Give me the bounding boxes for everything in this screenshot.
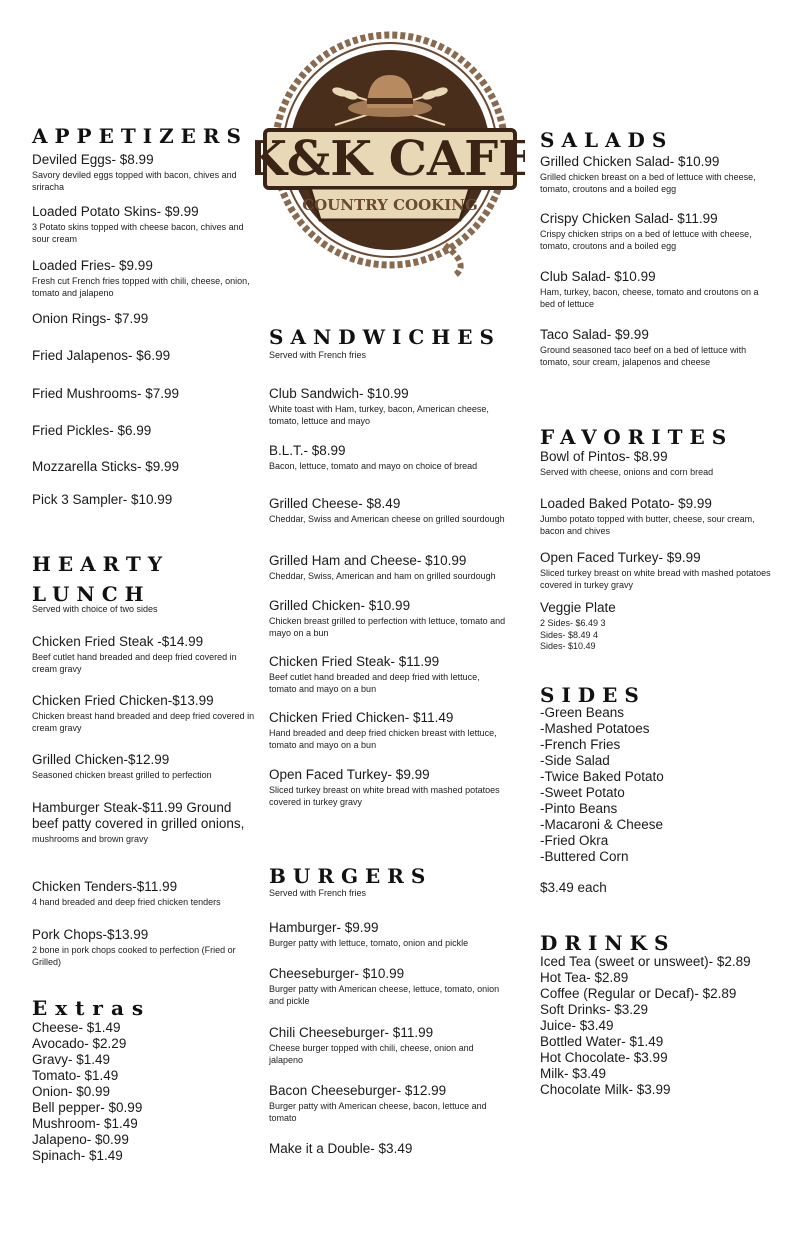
drink-item: Juice- $3.49 [540, 1018, 614, 1033]
item-name: Club Sandwich- $10.99 [269, 386, 409, 401]
menu-item [540, 154, 775, 195]
burgers-title: BURGERS [269, 864, 433, 888]
side-item: -French Fries [540, 737, 621, 752]
favorites-title: FAVORITES [540, 425, 734, 449]
item-name: Bowl of Pintos- $8.99 [540, 449, 668, 464]
hearty-lunch-title-line1: HEARTY [32, 552, 170, 576]
item-name: Grilled Chicken-$12.99 [32, 752, 170, 767]
drinks-title: DRINKS [540, 931, 676, 955]
item-name: Make it a Double- $3.49 [269, 1141, 413, 1156]
drink-item: Hot Chocolate- $3.99 [540, 1050, 668, 1065]
sandwiches-title: SANDWICHES [269, 325, 501, 349]
item-name: Pork Chops-$13.99 [32, 927, 149, 942]
item-desc: Burger patty with American cheese, lettuce, tomato, onion and pickle [269, 984, 500, 1006]
menu-item [32, 258, 257, 299]
item-desc: 2 Sides- $6.49 3 Sides- $8.49 4 Sides- $10.49 [540, 618, 606, 651]
menu-item [540, 327, 775, 368]
item-name: Chicken Fried Steak- $11.99 [269, 654, 440, 669]
menu-item [32, 152, 257, 193]
menu-item [32, 927, 257, 968]
menu-item [32, 423, 257, 439]
menu-item [269, 1141, 509, 1157]
item-name: Loaded Potato Skins- $9.99 [32, 204, 199, 219]
side-item: -Sweet Potato [540, 785, 625, 800]
item-desc: Cheese burger topped with chili, cheese, onion and jalapeno [269, 1043, 474, 1065]
item-name: Hamburger Steak-$11.99 Ground beef patty covered in grilled onions, [32, 800, 245, 831]
menu-item [540, 550, 775, 591]
drink-item: Chocolate Milk- $3.99 [540, 1082, 671, 1097]
item-name: Deviled Eggs- $8.99 [32, 152, 154, 167]
logo-graphic [255, 30, 525, 280]
item-desc: White toast with Ham, turkey, bacon, American cheese, tomato, lettuce and mayo [269, 404, 489, 426]
item-desc: Savory deviled eggs topped with bacon, chives and sriracha [32, 170, 237, 192]
item-name: Crispy Chicken Salad- $11.99 [540, 211, 718, 226]
item-desc: Beef cutlet hand breaded and deep fried covered in cream gravy [32, 652, 237, 674]
item-desc: Seasoned chicken breast grilled to perfection [32, 770, 212, 780]
menu-item [540, 600, 620, 653]
side-item: -Macaroni & Cheese [540, 817, 664, 832]
item-desc: Sliced turkey breast on white bread with mashed potatoes covered in turkey gravy [540, 568, 771, 590]
item-desc: 4 hand breaded and deep fried chicken tenders [32, 897, 221, 907]
sides-list [540, 705, 664, 865]
item-name: Bacon Cheeseburger- $12.99 [269, 1083, 447, 1098]
menu-item [269, 443, 509, 473]
item-desc: Chicken breast hand breaded and deep fried covered in cream gravy [32, 711, 255, 733]
menu-item [269, 553, 509, 583]
item-name: Club Salad- $10.99 [540, 269, 656, 284]
drink-item: Milk- $3.49 [540, 1066, 607, 1081]
item-name: Chicken Tenders-$11.99 [32, 879, 178, 894]
menu-item [32, 348, 257, 364]
extras-title: Extras [32, 996, 152, 1020]
item-desc: Served with cheese, onions and corn bread [540, 467, 714, 477]
hearty-lunch-note: Served with choice of two sides [32, 604, 158, 614]
extras-list [32, 1020, 142, 1164]
item-name: Loaded Baked Potato- $9.99 [540, 496, 712, 511]
menu-item [269, 1025, 509, 1066]
item-desc: Fresh cut French fries topped with chili, cheese, onion, tomato and jalapeno [32, 276, 250, 298]
drink-item: Coffee (Regular or Decaf)- $2.89 [540, 986, 737, 1001]
menu-item [269, 767, 509, 808]
item-name: Chicken Fried Steak -$14.99 [32, 634, 204, 649]
drink-item: Bottled Water- $1.49 [540, 1034, 664, 1049]
item-desc: Ground seasoned taco beef on a bed of lettuce with tomato, sour cream, jalapenos and cheese [540, 345, 747, 367]
item-desc: Sliced turkey breast on white bread with mashed potatoes covered in turkey gravy [269, 785, 500, 807]
item-desc: Bacon, lettuce, tomato and mayo on choice of bread [269, 461, 478, 471]
item-name: Loaded Fries- $9.99 [32, 258, 153, 273]
menu-item [32, 800, 257, 846]
item-desc: Cheddar, Swiss, American and ham on grilled sourdough [269, 571, 496, 581]
item-name: Open Faced Turkey- $9.99 [540, 550, 701, 565]
cafe-logo [255, 30, 525, 280]
burgers-note: Served with French fries [269, 888, 367, 898]
item-name: Fried Jalapenos- $6.99 [32, 348, 171, 363]
side-item: -Mashed Potatoes [540, 721, 650, 736]
menu-item [269, 1083, 509, 1124]
salads-title: SALADS [540, 128, 674, 152]
menu-item [269, 966, 509, 1007]
side-item: -Fried Okra [540, 833, 609, 848]
menu-item [540, 211, 775, 252]
item-name: Chili Cheeseburger- $11.99 [269, 1025, 434, 1040]
item-name: B.L.T.- $8.99 [269, 443, 346, 458]
extra-item: Onion- $0.99 [32, 1084, 111, 1099]
item-name: Fried Mushrooms- $7.99 [32, 386, 180, 401]
extra-item: Mushroom- $1.49 [32, 1116, 138, 1131]
extra-item: Gravy- $1.49 [32, 1052, 111, 1067]
extra-item: Tomato- $1.49 [32, 1068, 119, 1083]
item-name: Cheeseburger- $10.99 [269, 966, 405, 981]
menu-item [269, 710, 509, 751]
logo-tagline: COUNTRY COOKING [302, 196, 478, 214]
item-desc: mushrooms and brown gravy [32, 834, 149, 844]
menu-item [32, 492, 257, 508]
menu-item [32, 311, 257, 327]
item-name: Grilled Ham and Cheese- $10.99 [269, 553, 467, 568]
menu-item [32, 752, 257, 782]
menu-item [32, 204, 257, 245]
side-item: -Pinto Beans [540, 801, 618, 816]
menu-item [32, 459, 257, 475]
extra-item: Cheese- $1.49 [32, 1020, 121, 1035]
item-desc: Jumbo potato topped with butter, cheese, sour cream, bacon and chives [540, 514, 755, 536]
item-name: Grilled Cheese- $8.49 [269, 496, 401, 511]
item-name: Chicken Fried Chicken- $11.49 [269, 710, 454, 725]
item-name: Pick 3 Sampler- $10.99 [32, 492, 173, 507]
drink-item: Hot Tea- $2.89 [540, 970, 629, 985]
logo-name: K&K CAFE [255, 131, 525, 187]
sides-title: SIDES [540, 683, 646, 707]
extra-item: Bell pepper- $0.99 [32, 1100, 143, 1115]
menu-item [540, 449, 775, 479]
item-desc: Hand breaded and deep fried chicken breast with lettuce, tomato and mayo on a bun [269, 728, 497, 750]
item-name: Open Faced Turkey- $9.99 [269, 767, 430, 782]
menu-item [269, 386, 509, 427]
item-desc: Crispy chicken strips on a bed of lettuce with cheese, tomato, croutons and a boiled egg [540, 229, 752, 251]
item-desc: Grilled chicken breast on a bed of lettuce with cheese, tomato, croutons and a boiled egg [540, 172, 756, 194]
menu-item [32, 386, 257, 402]
menu-item [540, 269, 775, 310]
extra-item: Avocado- $2.29 [32, 1036, 127, 1051]
sides-price-text: $3.49 each [540, 880, 607, 895]
extra-item: Spinach- $1.49 [32, 1148, 123, 1163]
item-desc: Burger patty with lettuce, tomato, onion and pickle [269, 938, 469, 948]
item-name: Onion Rings- $7.99 [32, 311, 149, 326]
item-desc: Burger patty with American cheese, bacon, lettuce and tomato [269, 1101, 487, 1123]
side-item: -Green Beans [540, 705, 625, 720]
item-name: Fried Pickles- $6.99 [32, 423, 152, 438]
drinks-list [540, 954, 751, 1098]
drink-item: Soft Drinks- $3.29 [540, 1002, 649, 1017]
item-desc: 3 Potato skins topped with cheese bacon, chives and sour cream [32, 222, 244, 244]
side-item: -Buttered Corn [540, 849, 629, 864]
item-name: Grilled Chicken Salad- $10.99 [540, 154, 720, 169]
item-name: Veggie Plate [540, 600, 616, 615]
menu-item [32, 634, 257, 675]
drink-item: Iced Tea (sweet or unsweet)- $2.89 [540, 954, 751, 969]
menu-item [269, 598, 509, 639]
sides-price [540, 880, 775, 896]
appetizers-title: APPETIZERS [32, 124, 248, 148]
menu-item [269, 496, 509, 526]
item-desc: Beef cutlet hand breaded and deep fried with lettuce, tomato and mayo on a bun [269, 672, 480, 694]
side-item: -Side Salad [540, 753, 610, 768]
item-name: Hamburger- $9.99 [269, 920, 379, 935]
menu-item [269, 920, 509, 950]
menu-item [269, 654, 509, 695]
item-name: Grilled Chicken- $10.99 [269, 598, 411, 613]
menu-item [32, 693, 257, 734]
item-desc: 2 bone in pork chops cooked to perfection (Fried or Grilled) [32, 945, 236, 967]
menu-item [32, 879, 257, 909]
item-desc: Cheddar, Swiss and American cheese on grilled sourdough [269, 514, 505, 524]
item-name: Mozzarella Sticks- $9.99 [32, 459, 180, 474]
item-desc: Chicken breast grilled to perfection with lettuce, tomato and mayo on a bun [269, 616, 506, 638]
item-desc: Ham, turkey, bacon, cheese, tomato and croutons on a bed of lettuce [540, 287, 759, 309]
hearty-lunch-title-line2: LUNCH [32, 582, 151, 606]
side-item: -Twice Baked Potato [540, 769, 664, 784]
extra-item: Jalapeno- $0.99 [32, 1132, 129, 1147]
item-name: Chicken Fried Chicken-$13.99 [32, 693, 214, 708]
sandwiches-note: Served with French fries [269, 350, 367, 360]
item-name: Taco Salad- $9.99 [540, 327, 649, 342]
menu-item [540, 496, 775, 537]
